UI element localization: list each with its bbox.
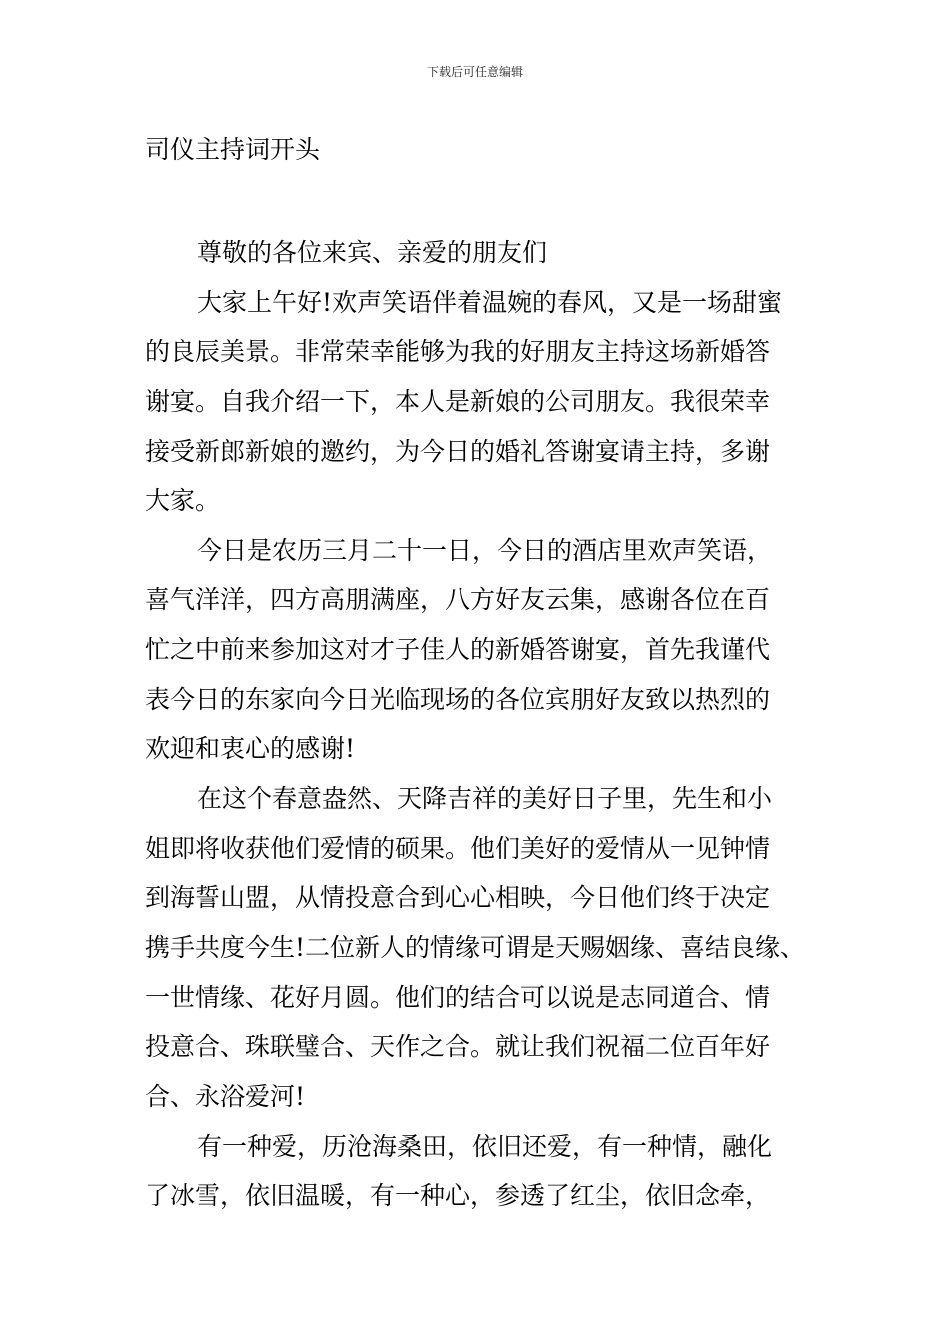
page-header-note: 下载后可任意编辑 — [426, 65, 523, 79]
text-line: 一世情缘、花好月圆。他们的结合可以说是志同道合、情 — [145, 982, 771, 1012]
text-line: 表今日的东家向今日光临现场的各位宾朋好友致以热烈的 — [145, 684, 771, 714]
text-line: 合、永浴爱河! — [145, 1081, 306, 1111]
text-line: 姐即将收获他们爱情的硕果。他们美好的爱情从一见钟情 — [145, 833, 771, 863]
text-line: 谢宴。自我介绍一下，本人是新娘的公司朋友。我很荣幸 — [145, 386, 771, 416]
text-line: 喜气洋洋，四方高朋满座，八方好友云集，感谢各位在百 — [145, 585, 771, 615]
document-title: 司仪主持词开头 — [145, 135, 321, 164]
text-line: 尊敬的各位来宾、亲爱的朋友们 — [197, 238, 548, 267]
text-line: 的良辰美景。非常荣幸能够为我的好朋友主持这场新婚答 — [145, 337, 771, 367]
text-line: 投意合、珠联璧合、天作之合。就让我们祝福二位百年好 — [145, 1032, 771, 1062]
text-line: 携手共度今生!二位新人的情缘可谓是天赐姻缘、喜结良缘、 — [145, 932, 806, 962]
text-line: 在这个春意盎然、天降吉祥的美好日子里，先生和小 — [197, 784, 773, 814]
text-line: 大家上午好!欢声笑语伴着温婉的春风，又是一场甜蜜 — [197, 287, 783, 317]
text-line: 接受新郎新娘的邀约，为今日的婚礼答谢宴请主持，多谢 — [145, 436, 771, 466]
text-line: 欢迎和衷心的感谢! — [145, 734, 356, 764]
text-line: 到海誓山盟，从情投意合到心心相映，今日他们终于决定 — [145, 883, 771, 913]
text-line: 忙之中前来参加这对才子佳人的新婚答谢宴，首先我谨代 — [145, 635, 771, 665]
text-line: 今日是农历三月二十一日，今日的酒店里欢声笑语， — [197, 535, 773, 565]
document-body — [145, 228, 805, 1221]
text-line: 大家。 — [145, 486, 221, 516]
text-line: 有一种爱，历沧海桑田，依旧还爱，有一种情，融化 — [197, 1131, 773, 1161]
text-line: 了冰雪，依旧温暖，有一种心，参透了红尘，依旧念牵， — [145, 1181, 771, 1211]
